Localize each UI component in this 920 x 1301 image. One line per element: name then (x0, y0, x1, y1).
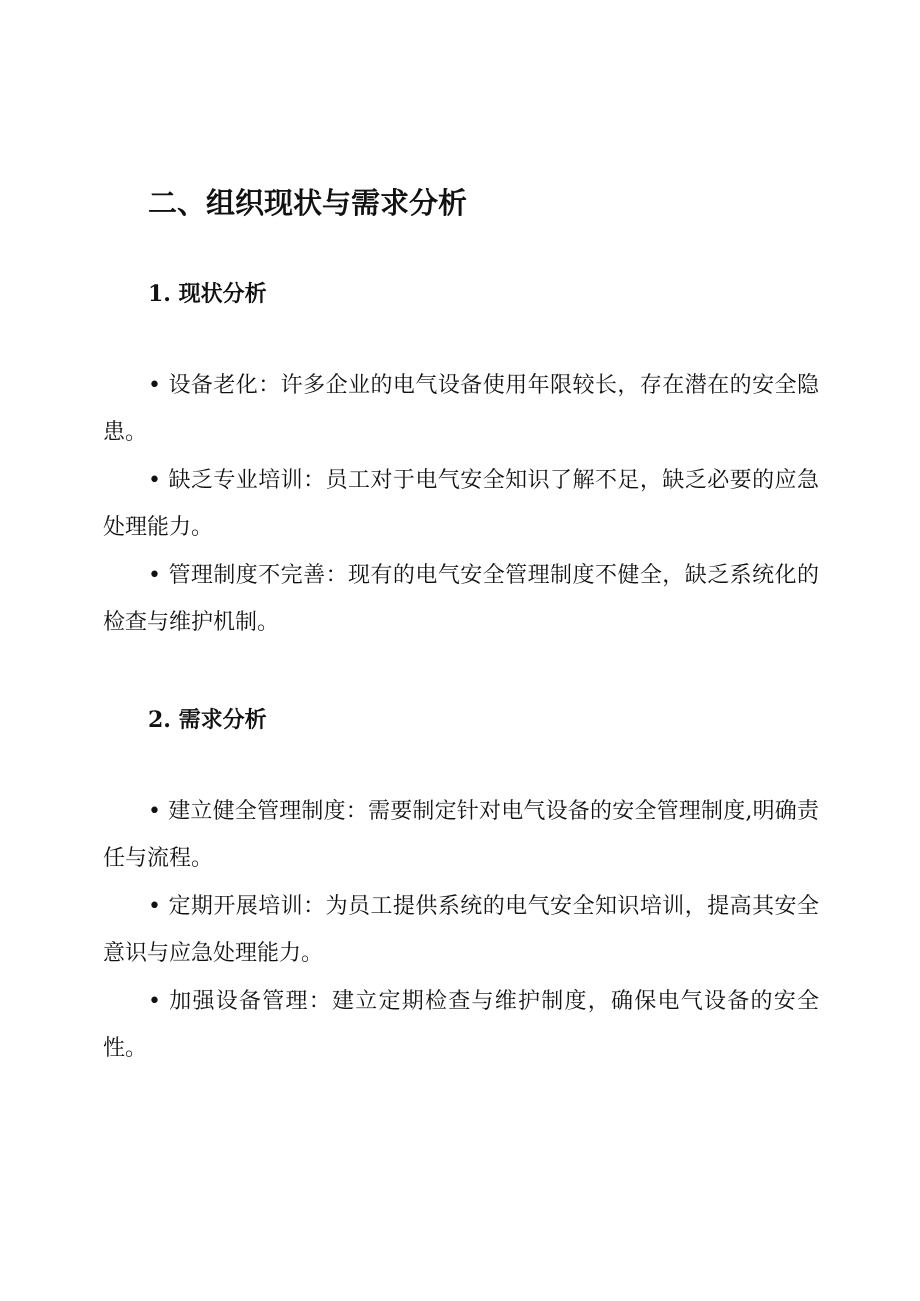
item-text: 管理制度不完善：现有的电气安全管理制度不健全，缺乏系统化的检查与维护机制。 (103, 563, 819, 635)
needs-item (103, 883, 819, 977)
current-status-item (103, 457, 819, 551)
item-text: 建立健全管理制度：需要制定针对电气设备的安全管理制度,明确责任与流程。 (103, 799, 819, 871)
bullet-icon: • (148, 563, 161, 588)
section-title: 二、组织现状与需求分析 (148, 186, 468, 220)
item-text: 缺乏专业培训：员工对于电气安全知识了解不足，缺乏必要的应急处理能力。 (103, 468, 819, 540)
current-status-item (103, 552, 819, 646)
bullet-icon: • (148, 799, 161, 824)
bullet-icon: • (148, 468, 161, 493)
needs-heading: 2. 需求分析 (148, 707, 267, 733)
item-text: 定期开展培训：为员工提供系统的电气安全知识培训，提高其安全意识与应急处理能力。 (103, 894, 819, 966)
needs-item (103, 788, 819, 882)
bullet-icon: • (148, 373, 161, 398)
bullet-icon: • (148, 989, 161, 1014)
bullet-icon: • (148, 894, 161, 919)
item-text: 设备老化：许多企业的电气设备使用年限较长，存在潜在的安全隐患。 (103, 373, 819, 445)
needs-item (103, 978, 819, 1072)
current-status-item (103, 362, 819, 456)
item-text: 加强设备管理：建立定期检查与维护制度，确保电气设备的安全性。 (103, 989, 819, 1061)
current-status-heading: 1. 现状分析 (148, 281, 267, 307)
